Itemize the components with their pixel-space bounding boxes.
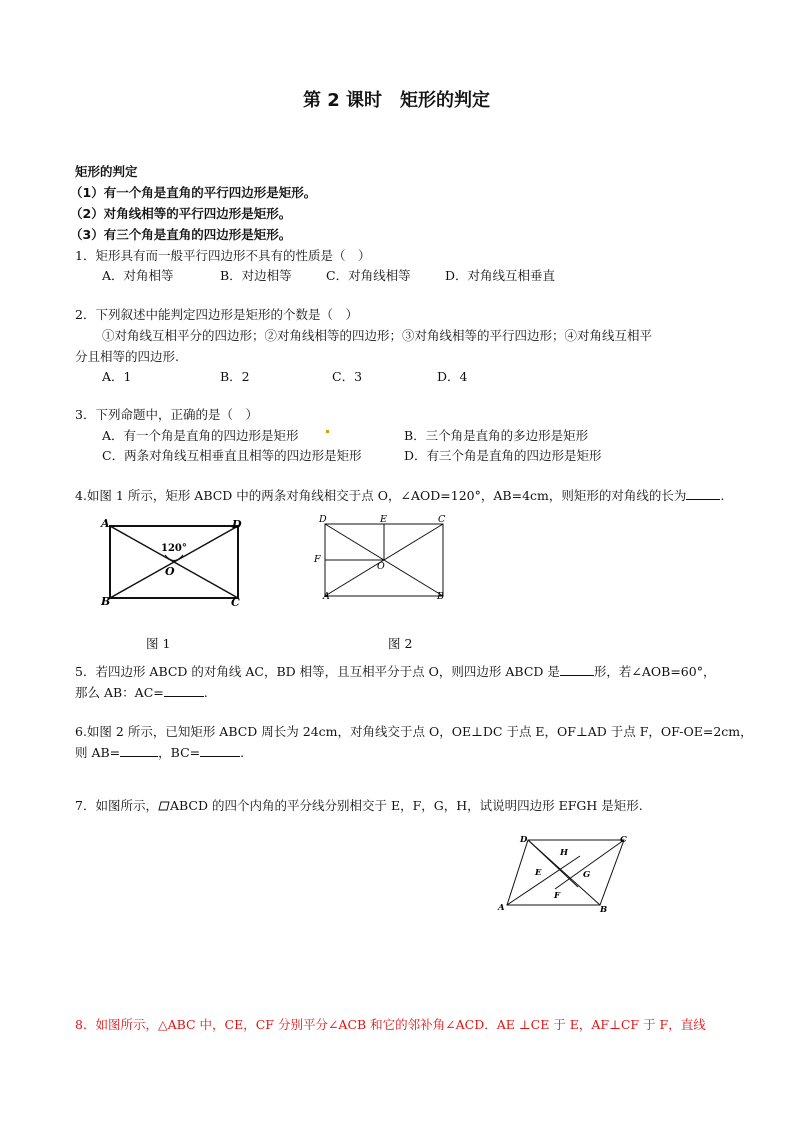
q1-option-c: C．对角线相等: [326, 268, 411, 283]
q6-answer-blank-2[interactable]: [200, 744, 240, 757]
fig3-label-B: B: [600, 905, 608, 915]
q2-line2: ①对角线互相平分的四边形；②对角线相等的四边形；③对角线相等的平行四边形；④对角线互相平: [102, 328, 653, 343]
q7-stem-1: 7．如图所示，: [75, 798, 158, 813]
q2-option-c: C．3: [332, 369, 363, 384]
q5-line1: [75, 662, 715, 680]
q2-option-b: B．2: [220, 369, 250, 384]
q1-stem: 1．矩形具有而一般平行四边形不具有的性质是（ ）: [75, 248, 371, 263]
fig1-label-C: C: [231, 596, 240, 609]
figure-3: [492, 830, 637, 920]
figure-1: [95, 510, 255, 615]
q5-end: .: [203, 685, 208, 700]
title-lesson: 第 2 课时: [302, 90, 383, 111]
q3-option-a: A．有一个角是直角的四边形是矩形: [102, 428, 299, 443]
q5-answer-blank-1[interactable]: [560, 663, 594, 676]
fig3-label-H: H: [560, 848, 569, 858]
q3-option-c: C．两条对角线互相垂直且相等的四边形是矩形: [102, 448, 362, 463]
fig1-label-O: O: [165, 565, 175, 578]
fig1-label-D: D: [232, 518, 242, 531]
figure-1-caption: 图 1: [146, 636, 171, 651]
fig2-label-B: B: [437, 591, 444, 602]
q5-answer-blank-2[interactable]: [164, 684, 204, 697]
q5-stem-2: 形，若∠AOB=60°，: [593, 664, 716, 679]
q6-line2: [75, 743, 244, 761]
figure-2: [310, 510, 450, 605]
page-title: [0, 86, 793, 112]
q5-stem-1: 5．若四边形 ABCD 的对角线 AC，BD 相等，且互相平分于点 O，则四边形 ABCD 是: [75, 664, 560, 679]
q6-line1: 6.如图 2 所示，已知矩形 ABCD 周长为 24cm，对角线交于点 O，OE⊥DC 于点 E，OF⊥AD 于点 F，OF-OE=2cm，: [75, 724, 753, 739]
fig2-label-F: F: [314, 554, 321, 565]
q6-answer-blank-1[interactable]: [120, 744, 158, 757]
q3-stem: 3．下列命题中，正确的是（ ）: [75, 407, 258, 422]
q5-stem-3: 那么 AB：AC=: [75, 685, 164, 700]
fig3-label-D: D: [520, 835, 528, 845]
fig1-label-B: B: [101, 595, 111, 608]
fig2-label-C: C: [438, 514, 446, 525]
q3-option-b: B．三个角是直角的多边形是矩形: [404, 428, 589, 443]
fig3-label-A: A: [498, 903, 505, 913]
q7-stem-2: ABCD 的四个内角的平分线分别相交于 E，F，G，H，试说明四边形 EFGH 是矩形.: [169, 798, 643, 813]
fig2-label-O: O: [377, 561, 385, 572]
fig2-label-E: E: [380, 514, 387, 525]
title-topic: 矩形的判定: [400, 90, 491, 111]
q6-stem-3: ，BC=: [158, 745, 201, 760]
fig3-label-G: G: [583, 870, 591, 880]
summary-heading: 矩形的判定: [75, 164, 138, 179]
q1-option-a: A．对角相等: [102, 268, 174, 283]
fig3-label-E: E: [535, 868, 542, 878]
q2-option-a: A．1: [102, 369, 132, 384]
summary-item-3: （3）有三个角是直角的四边形是矩形。: [70, 227, 292, 242]
q4-end: .: [720, 488, 725, 503]
q6-stem-2: 则 AB=: [75, 745, 121, 760]
fig1-angle-label: 120°: [161, 543, 187, 554]
q6-end: .: [240, 745, 245, 760]
q1-option-d: D．对角线互相垂直: [445, 268, 556, 283]
summary-item-2: （2）对角线相等的平行四边形是矩形。: [70, 206, 292, 221]
fig2-label-D: D: [319, 514, 327, 525]
q7-text: [75, 796, 643, 814]
fig2-label-A: A: [323, 591, 330, 602]
fig3-label-F: F: [554, 891, 561, 901]
q4-stem: 4.如图 1 所示，矩形 ABCD 中的两条对角线相交于点 O，∠AOD=120°，AB=4cm，则矩形的对角线的长为: [75, 488, 687, 503]
q4-text: [75, 486, 724, 504]
q3-option-d: D．有三个角是直角的四边形是矩形: [404, 448, 602, 463]
q2-line3: 分且相等的四边形.: [75, 349, 179, 364]
stray-dot: [326, 430, 329, 433]
figure-2-caption: 图 2: [388, 636, 413, 651]
q2-option-d: D．4: [437, 369, 468, 384]
q1-option-b: B．对边相等: [220, 268, 292, 283]
fig1-label-A: A: [101, 517, 110, 530]
q2-stem: 2．下列叙述中能判定四边形是矩形的个数是（ ）: [75, 307, 358, 322]
q4-answer-blank[interactable]: [686, 487, 720, 500]
q8-text: 8．如图所示，△ABC 中，CE，CF 分别平分∠ACB 和它的邻补角∠ACD．AE ⊥CE 于 E，AF⊥CF 于 F，直线: [75, 1017, 706, 1032]
q5-line2: [75, 683, 208, 701]
parallelogram-icon: [158, 801, 170, 811]
summary-item-1: （1）有一个角是直角的平行四边形是矩形。: [70, 185, 317, 200]
fig3-label-C: C: [620, 835, 627, 845]
